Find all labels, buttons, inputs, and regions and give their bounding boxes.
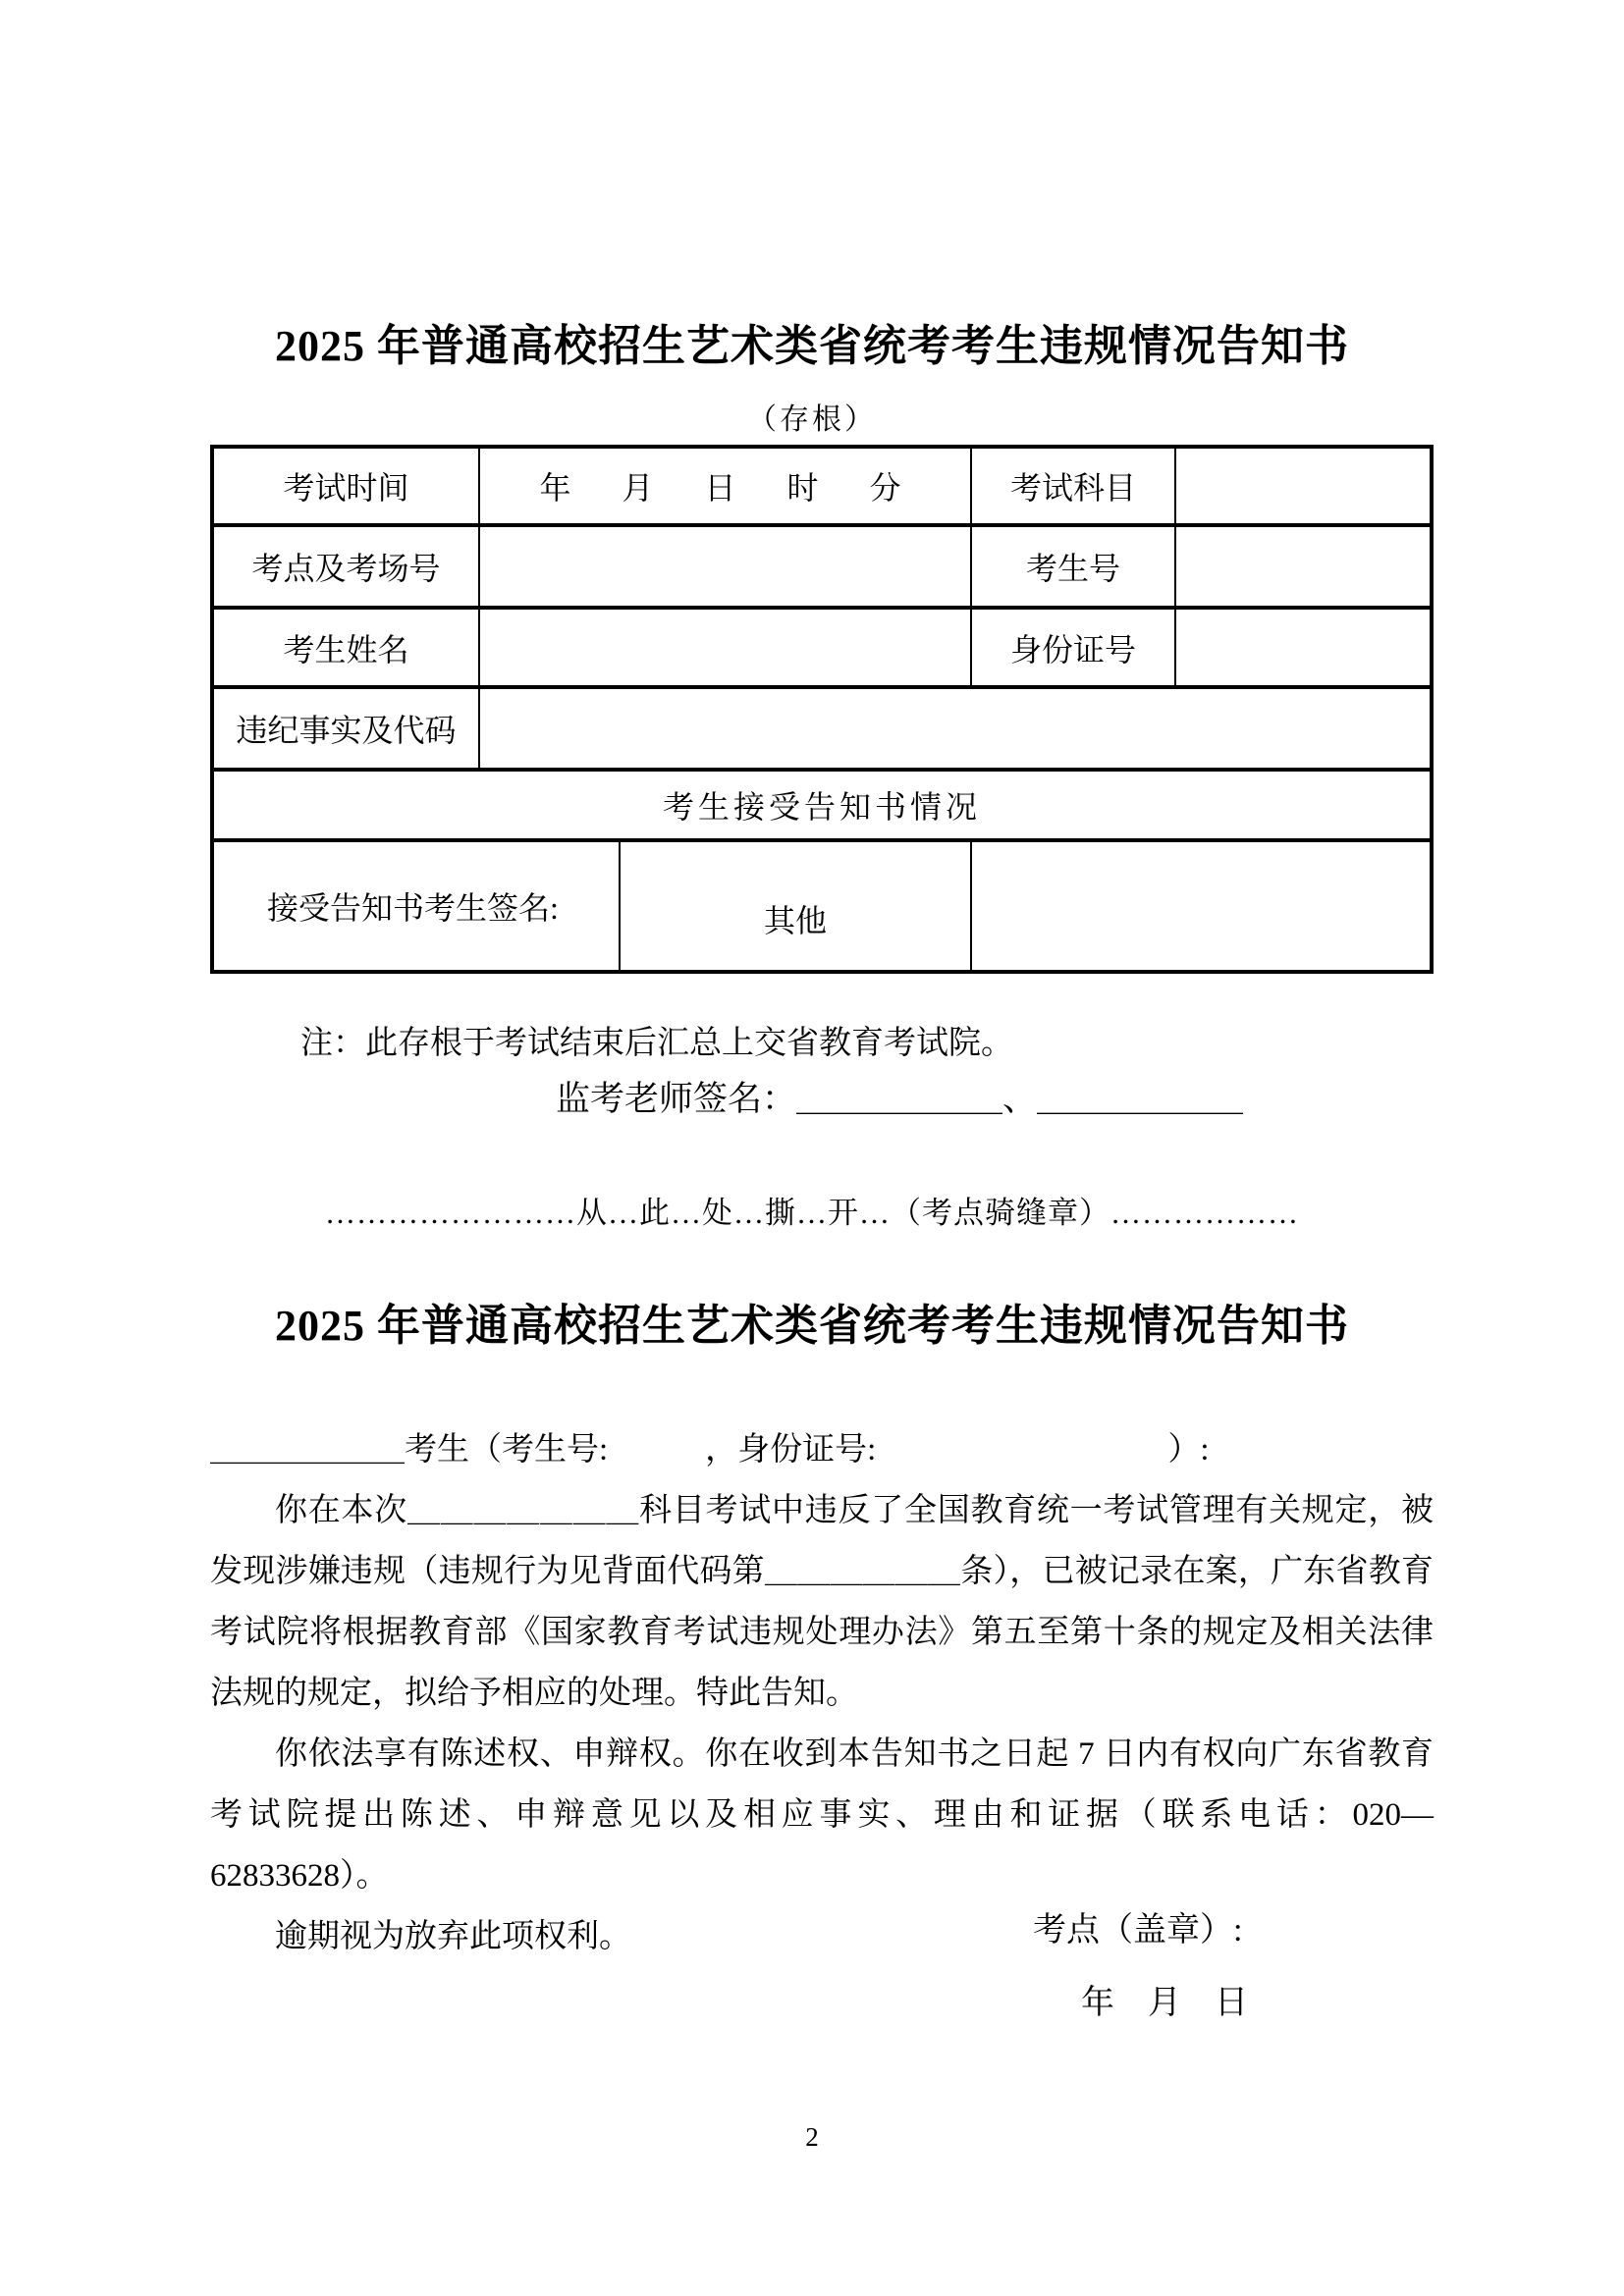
violation-stub-table bbox=[210, 445, 1434, 974]
table-row-exam-time bbox=[214, 449, 1430, 527]
table-row-violation-facts bbox=[214, 689, 1430, 772]
acceptance-signature-label: 接受告知书考生签名: bbox=[214, 842, 621, 970]
table-row-signature bbox=[214, 842, 1430, 970]
candidate-no-label: 考生号 bbox=[972, 527, 1176, 606]
invigilator-signature-line: 监考老师签名：＿＿＿＿＿＿、＿＿＿＿＿＿ bbox=[556, 1080, 1244, 1118]
table-row-exam-site bbox=[214, 527, 1430, 610]
id-no-label: 身份证号 bbox=[972, 610, 1176, 685]
tear-here-line: ……………………从…此…处…撕…开…（考点骑缝章）……………… bbox=[325, 1196, 1299, 1230]
table-row-acceptance-header bbox=[214, 772, 1430, 842]
candidate-name-label: 考生姓名 bbox=[214, 610, 480, 685]
exam-subject-label: 考试科目 bbox=[972, 449, 1176, 523]
exam-subject-value-cell bbox=[1176, 449, 1430, 523]
exam-site-seal-line: 考点（盖章）: bbox=[1033, 1912, 1243, 1949]
candidate-name-value-cell bbox=[480, 610, 972, 685]
page-number: 2 bbox=[805, 2122, 819, 2152]
notice-body bbox=[210, 1419, 1434, 1967]
stub-note: 注：此存根于考试结束后汇总上交省教育考试院。 bbox=[300, 1026, 1013, 1061]
stub-subtitle: （存根） bbox=[747, 403, 877, 436]
acceptance-header: 考生接受告知书情况 bbox=[662, 789, 981, 825]
notice-paragraph-3: 逾期视为放弃此项权利。 bbox=[275, 1919, 631, 1954]
other-label: 其他 bbox=[621, 842, 972, 970]
exam-site-room-value-cell bbox=[480, 527, 972, 606]
notice-opening-line: ＿＿＿＿＿＿考生（考生号: ，身份证号: ）: bbox=[210, 1432, 1210, 1468]
exam-time-label: 考试时间 bbox=[214, 449, 480, 523]
candidate-no-value-cell bbox=[1176, 527, 1430, 606]
violation-facts-value-cell bbox=[480, 689, 1430, 768]
violation-facts-label: 违纪事实及代码 bbox=[214, 689, 480, 768]
notice-title: 2025 年普通高校招生艺术类省统考考生违规情况告知书 bbox=[275, 1302, 1349, 1350]
other-value-cell bbox=[972, 842, 1430, 970]
exam-time-value-cell: 年 月 日 时 分 bbox=[480, 449, 972, 523]
notice-paragraph-2: 你依法享有陈述权、申辩权。你在收到本告知书之日起 7 日内有权向广东省教育考试院提出陈述、申辩意见以及相应事实、理由和证据（联系电话：020—62833628）。 bbox=[210, 1736, 1434, 1894]
stub-title: 2025 年普通高校招生艺术类省统考考生违规情况告知书 bbox=[275, 322, 1349, 370]
id-no-value-cell bbox=[1176, 610, 1430, 685]
notice-paragraph-1: 你在本次＿＿＿＿＿＿＿科目考试中违反了全国教育统一考试管理有关规定，被发现涉嫌违规（违规行为见背面代码第＿＿＿＿＿＿条），已被记录在案，广东省教育考试院将根据教育部《国家教育考试违规处理办法》第五至第十条的规定及相关法律法规的规定，拟给予相应的处理。特此告知。 bbox=[210, 1493, 1434, 1711]
date-line: 年 月 日 bbox=[1081, 1985, 1248, 2021]
table-row-candidate-name bbox=[214, 610, 1430, 689]
exam-site-room-label: 考点及考场号 bbox=[214, 527, 480, 606]
